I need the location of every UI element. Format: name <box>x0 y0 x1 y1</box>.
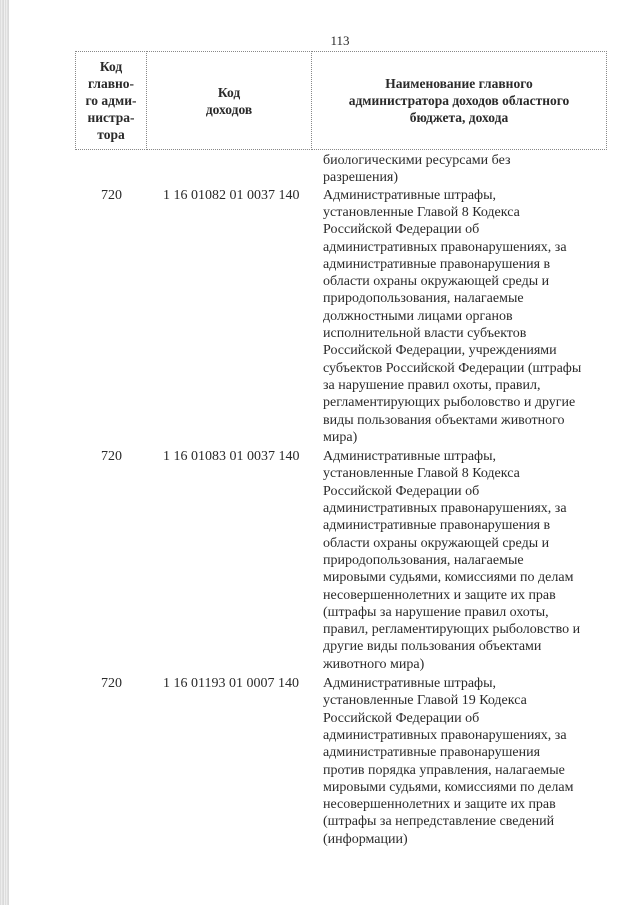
income-name-line: должностными лицами органов <box>323 308 513 324</box>
income-name-line: животного мира) <box>323 656 425 672</box>
admin-code: 720 <box>101 449 122 465</box>
income-name-line: области охраны окружающей среды и <box>323 274 550 290</box>
header-line: главно- <box>87 76 135 91</box>
income-code: 1 16 01193 01 0007 140 <box>163 676 299 691</box>
income-name-line: за нарушение правил охоты, правил, <box>323 377 541 393</box>
income-name-line: природопользования, налагаемые <box>323 552 524 568</box>
header-line: Наименование главного <box>385 76 533 91</box>
admin-code: 720 <box>101 676 122 691</box>
income-name-line: против порядка управления, налагаемые <box>323 762 565 778</box>
income-name-line: установленные Главой 8 Кодекса <box>323 204 520 220</box>
income-name-line: установленные Главой 8 Кодекса <box>323 466 520 482</box>
income-name-line: мировыми судьями, комиссиями по делам <box>323 779 574 795</box>
header-name <box>312 52 607 150</box>
income-name-line: (штрафы за непредставление сведений <box>323 814 555 830</box>
income-name-line: другие виды пользования объектами <box>323 639 542 655</box>
income-name-line: исполнительной власти субъектов <box>323 326 527 341</box>
income-name-line: административных правонарушениях, за <box>323 239 567 255</box>
income-name-line: установленные Главой 19 Кодекса <box>323 693 527 709</box>
income-name-line: виды пользования объектами животного <box>323 412 565 428</box>
income-name-line: административные правонарушения <box>323 745 541 761</box>
income-name-line: области охраны окружающей среды и <box>323 535 550 551</box>
income-code: 1 16 01082 01 0037 140 <box>163 187 300 203</box>
income-name-line: Российской Федерации об <box>323 483 480 499</box>
header-admin-code <box>76 52 147 150</box>
header-line: нистра- <box>87 110 135 125</box>
income-name-line: мировыми судьями, комиссиями по делам <box>323 570 574 586</box>
header-line: доходов <box>205 101 253 117</box>
income-name-line: Административные штрафы, <box>323 676 497 691</box>
income-name-line: несовершеннолетних и защите их прав <box>323 797 556 813</box>
header-line: Код <box>99 59 123 74</box>
income-name-line: Российской Федерации об <box>323 710 480 726</box>
income-name-line: несовершеннолетних и защите их прав <box>323 587 556 603</box>
header-line: бюджета, дохода <box>409 110 509 125</box>
income-name-line: Административные штрафы, <box>323 449 497 465</box>
admin-code: 720 <box>101 187 122 203</box>
header-line: го адми- <box>85 93 137 108</box>
table-header <box>75 51 607 150</box>
income-name-line: регламентирующих рыболовство и другие <box>323 395 576 411</box>
header-line: Код <box>217 84 241 100</box>
income-name-line: мира) <box>323 429 358 445</box>
continuation-line: разрешения) <box>323 170 399 186</box>
header-income-code <box>147 52 312 150</box>
income-name-line: субъектов Российской Федерации (штрафы <box>323 360 582 376</box>
income-name-line: природопользования, налагаемые <box>323 291 524 307</box>
page-number: 113 <box>330 33 350 48</box>
income-name-line: административные правонарушения в <box>323 256 551 272</box>
income-name-line: (штрафы за нарушение правил охоты, <box>323 604 549 620</box>
header-line: тора <box>97 127 125 142</box>
income-name-line: Административные штрафы, <box>323 187 497 203</box>
income-name-line: Российской Федерации, учреждениями <box>323 343 557 359</box>
income-name-line: Российской Федерации об <box>323 222 480 238</box>
income-name-line: административных правонарушениях, за <box>323 501 567 516</box>
income-code: 1 16 01083 01 0037 140 <box>163 449 300 465</box>
scan-edge <box>0 0 9 905</box>
income-name-line: (информации) <box>323 831 408 847</box>
continuation-line: биологическими ресурсами без <box>323 153 511 168</box>
income-name-line: административные правонарушения в <box>323 518 551 534</box>
income-name-line: правил, регламентирующих рыболовство и <box>323 622 581 638</box>
header-line: администратора доходов областного <box>348 93 570 108</box>
income-name-line: административных правонарушениях, за <box>323 727 567 743</box>
